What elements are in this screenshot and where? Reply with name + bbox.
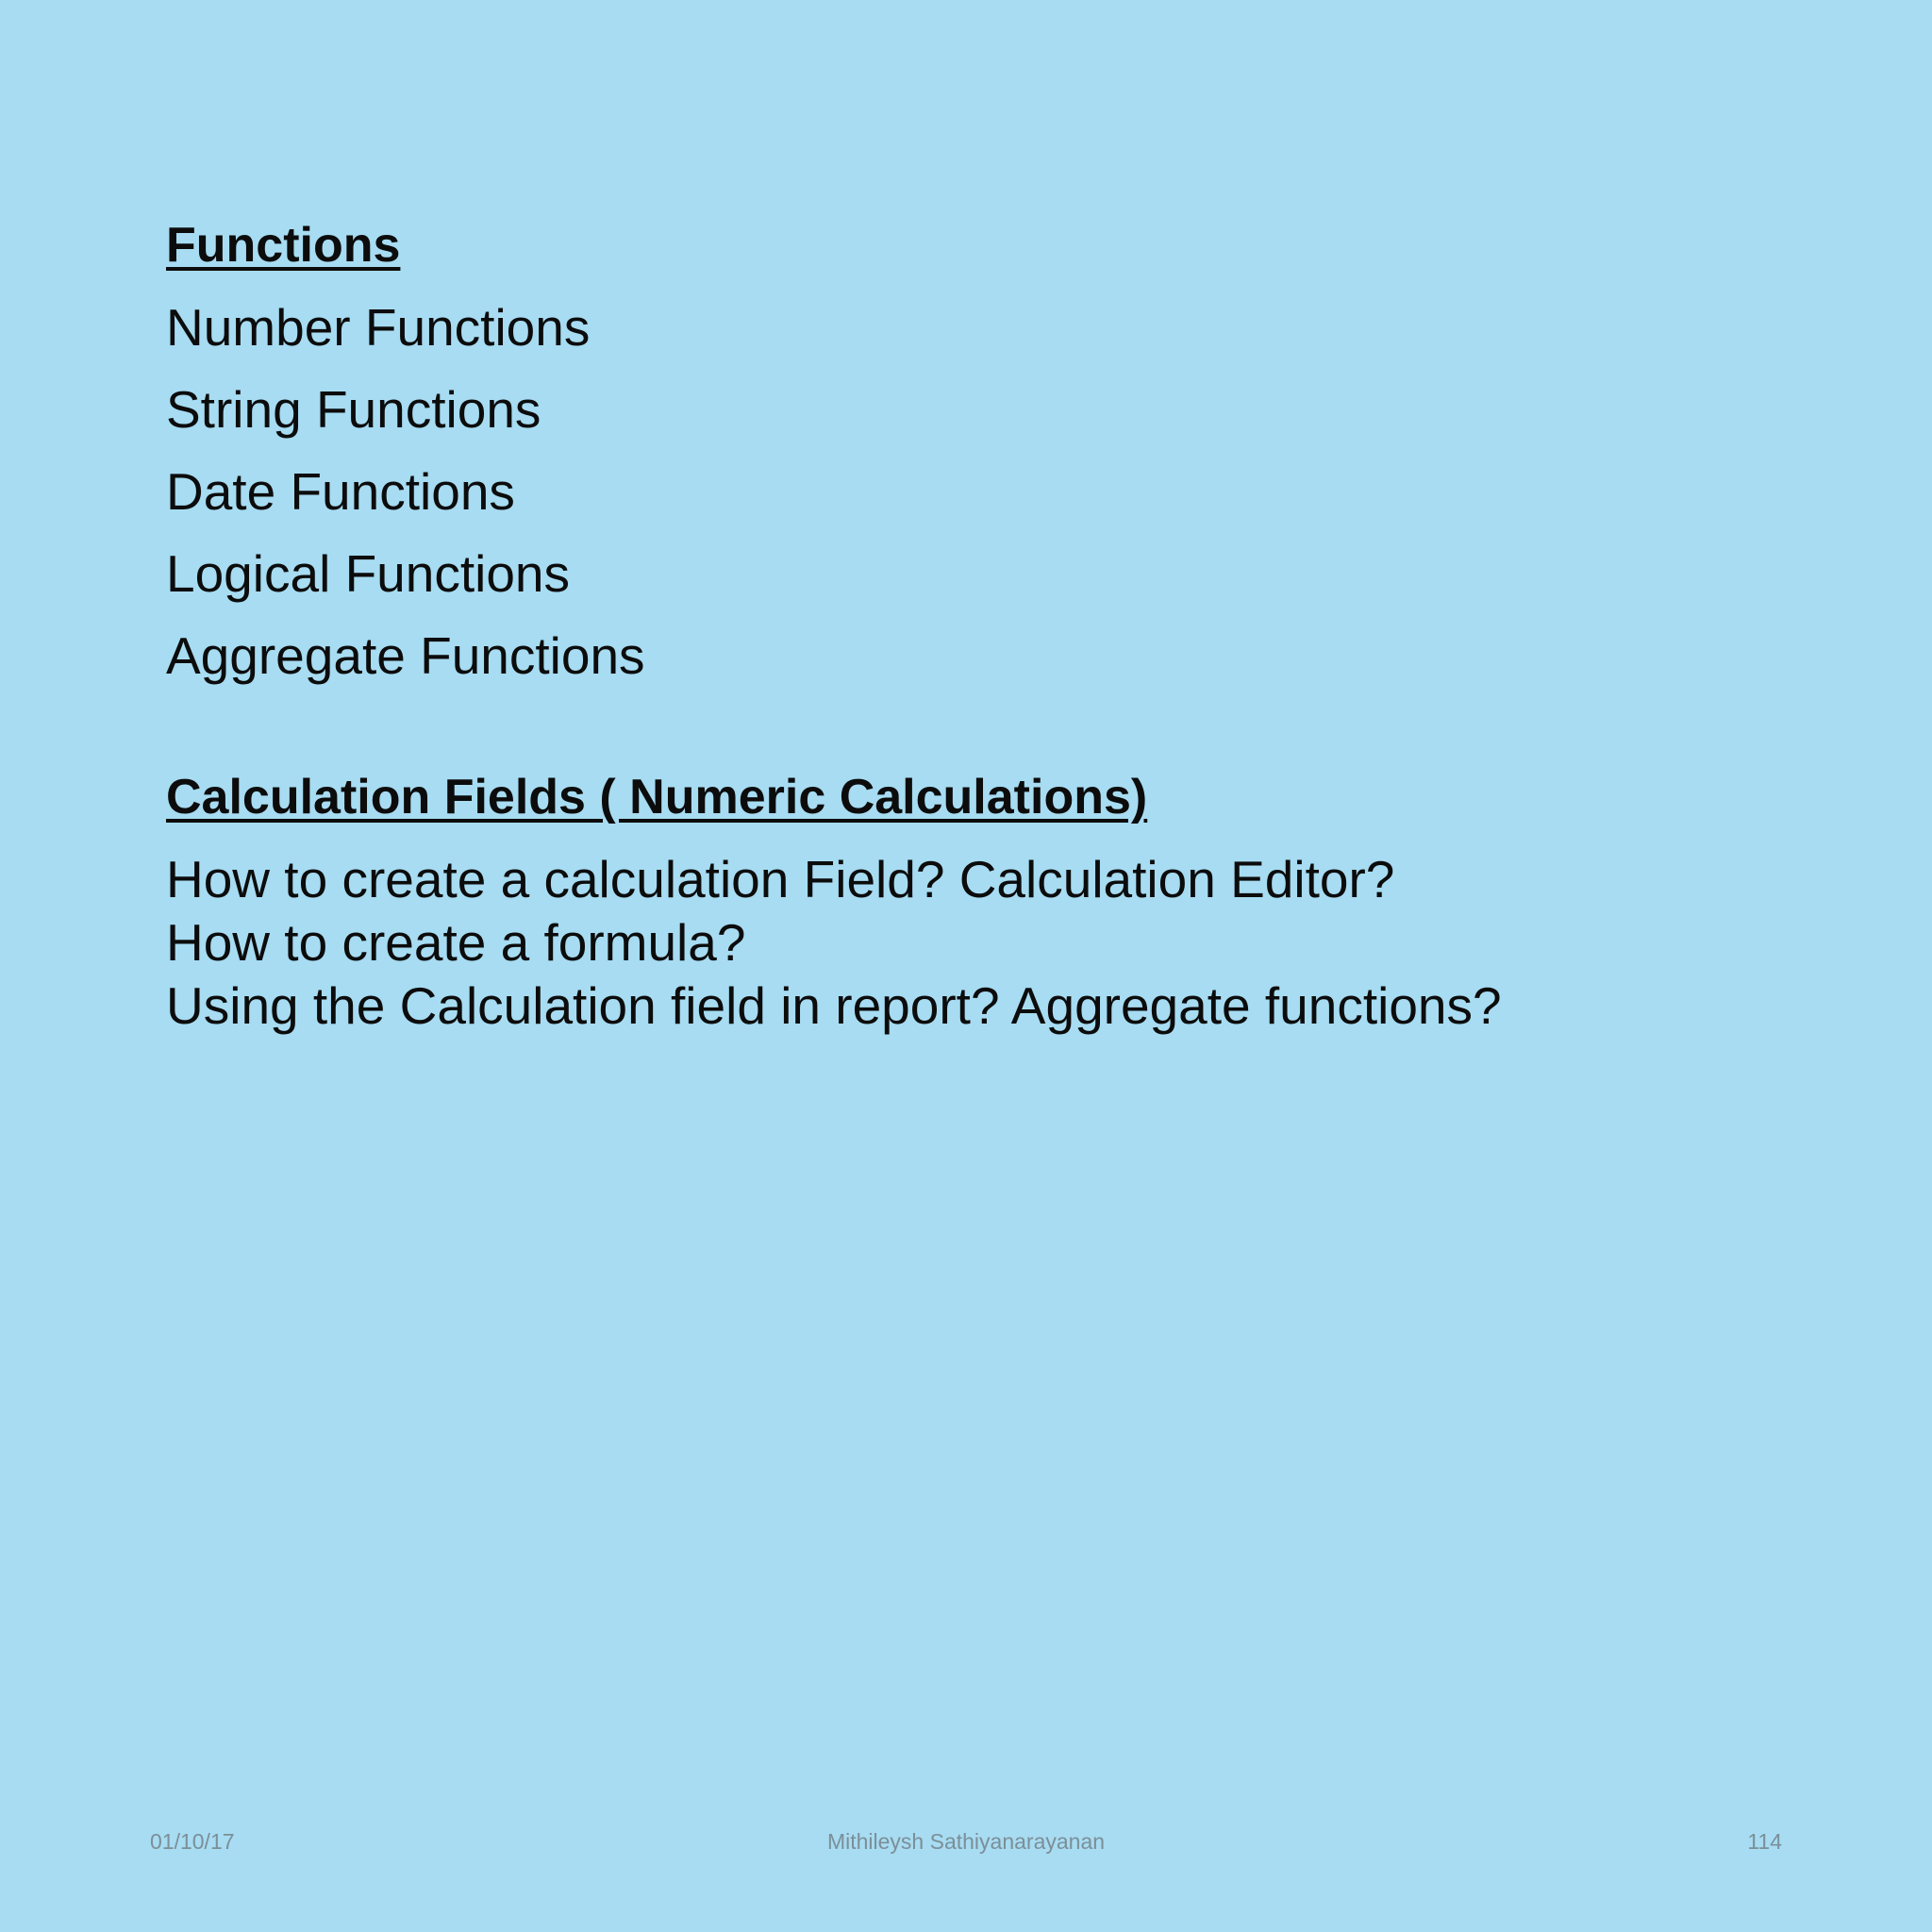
calculation-fields-section (166, 767, 1845, 1038)
list-item: Aggregate Functions (166, 626, 645, 685)
calculation-fields-heading: Calculation Fields ( Numeric Calculations) (166, 770, 1148, 824)
functions-list (166, 297, 1845, 686)
slide-body (166, 215, 1845, 1038)
list-item: Number Functions (166, 298, 591, 357)
footer-date: 01/10/17 (150, 1829, 235, 1854)
functions-heading: Functions (166, 218, 401, 273)
list-item: Date Functions (166, 462, 515, 521)
list-item: Logical Functions (166, 544, 571, 603)
functions-section (166, 215, 1845, 686)
list-item: String Functions (166, 380, 541, 439)
footer-page-number: 114 (1747, 1829, 1782, 1854)
paragraph-line: How to create a formula? (166, 913, 746, 972)
calculation-fields-paragraph (166, 848, 1845, 1038)
paragraph-line: How to create a calculation Field? Calculation Editor? (166, 850, 1395, 908)
footer-author: Mithileysh Sathiyanarayanan (826, 1829, 1106, 1854)
paragraph-line: Using the Calculation field in report? Aggregate functions? (166, 976, 1502, 1035)
